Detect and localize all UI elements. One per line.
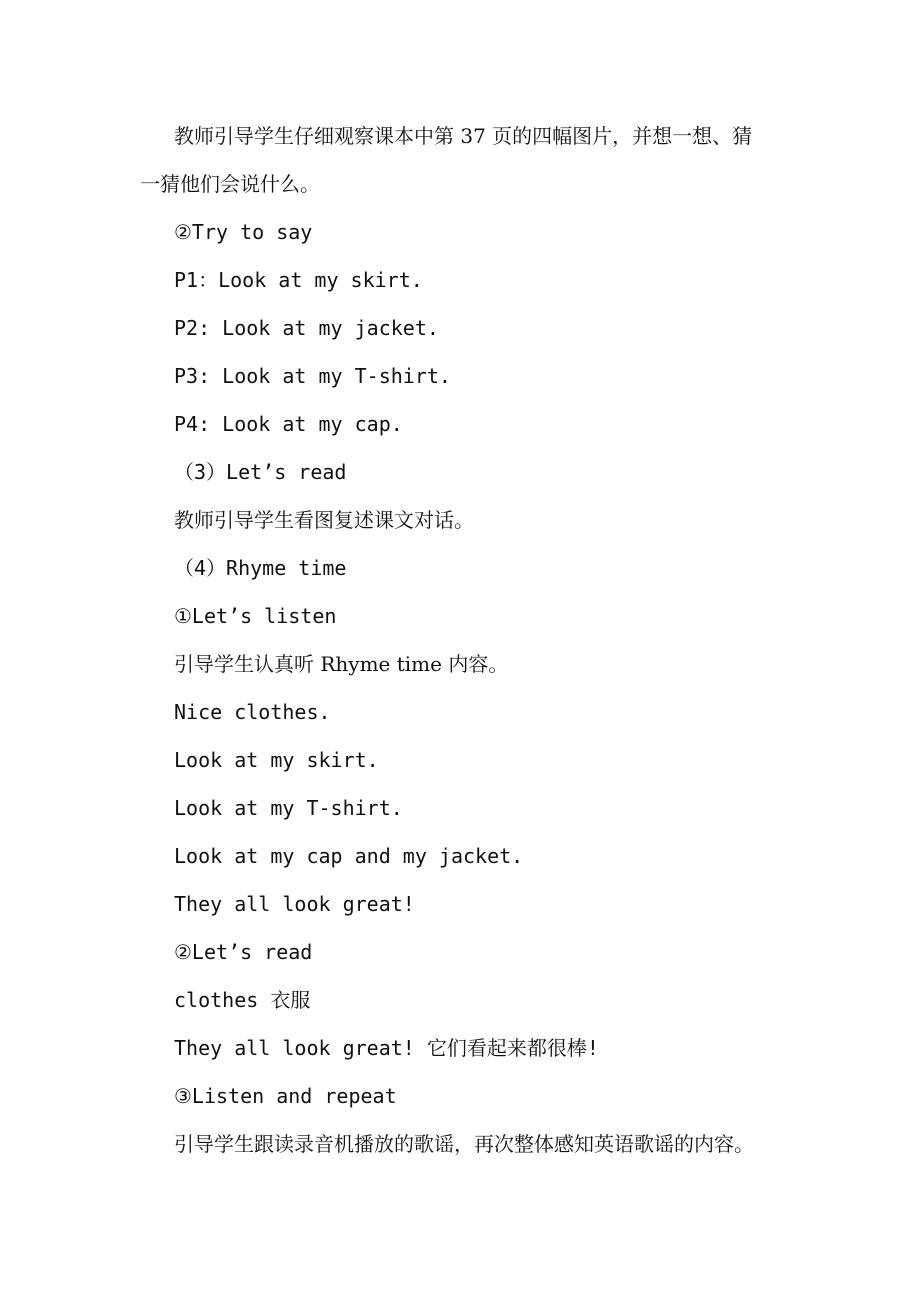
rhyme-line-2: Look at my skirt. [174, 748, 379, 772]
paragraph-retell-instruction: 教师引导学生看图复述课文对话。 [174, 508, 474, 532]
section-rhyme-time: （4）Rhyme time [174, 556, 347, 580]
step-try-to-say: ②Try to say [174, 220, 313, 244]
sentence-p3: P3: Look at my T-shirt. [174, 364, 451, 388]
sentence-p1: P1：Look at my skirt. [174, 268, 423, 292]
paragraph-observe-instruction-continued: 一猜他们会说什么。 [140, 172, 320, 196]
sentence-p4: P4: Look at my cap. [174, 412, 403, 436]
vocab-clothes: clothes 衣服 [174, 988, 311, 1012]
step-listen-and-repeat: ③Listen and repeat [174, 1084, 397, 1108]
rhyme-line-1: Nice clothes. [174, 700, 331, 724]
vocab-they-all-look-great: They all look great! 它们看起来都很棒! [174, 1036, 599, 1060]
paragraph-repeat-instruction: 引导学生跟读录音机播放的歌谣，再次整体感知英语歌谣的内容。 [174, 1132, 754, 1156]
sentence-p2: P2: Look at my jacket. [174, 316, 439, 340]
rhyme-line-4: Look at my cap and my jacket. [174, 844, 524, 868]
paragraph-listen-instruction: 引导学生认真听 Rhyme time 内容。 [174, 652, 509, 676]
rhyme-line-5: They all look great! [174, 892, 415, 916]
document-body [140, 112, 788, 1168]
step-lets-listen: ①Let’s listen [174, 604, 337, 628]
section-lets-read: （3）Let’s read [174, 460, 347, 484]
rhyme-line-3: Look at my T-shirt. [174, 796, 403, 820]
step-lets-read: ②Let’s read [174, 940, 313, 964]
paragraph-observe-instruction: 教师引导学生仔细观察课本中第 37 页的四幅图片，并想一想、猜 [174, 124, 753, 148]
